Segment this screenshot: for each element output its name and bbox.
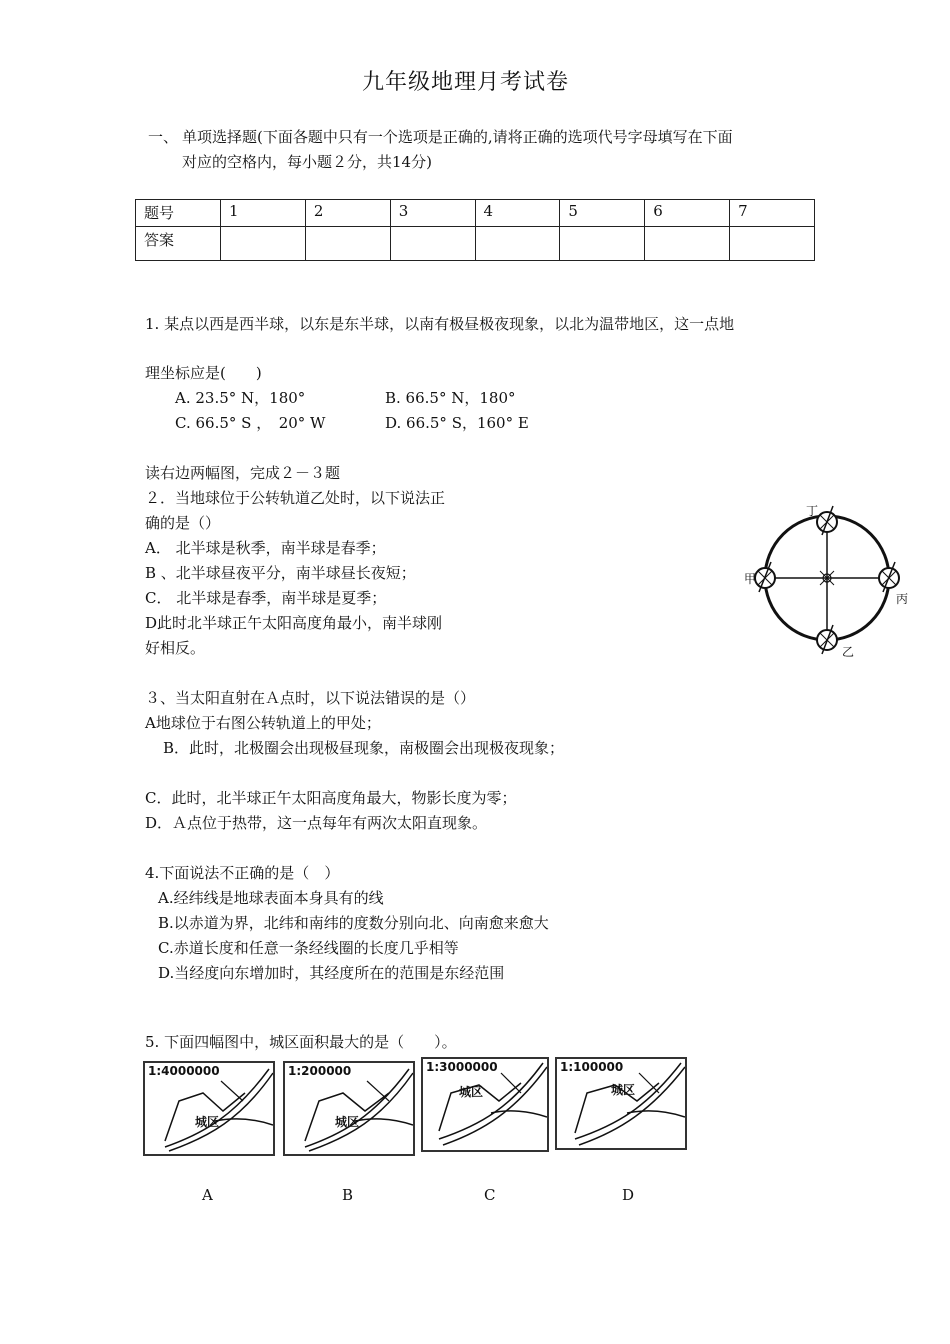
orbit-diagram [742,500,912,665]
answer-cell-5[interactable] [560,227,645,261]
map-c-scale: 1:3000000 [426,1060,498,1074]
earth-icon-ding [817,506,837,535]
orbit-label-yi: 乙 [842,645,855,659]
answer-cell-1[interactable] [221,227,306,261]
page-title: 九年级地理月考试卷 [362,70,570,95]
q2-stem-line2: 确的是（） [145,514,221,532]
map-d-scale: 1:100000 [560,1060,624,1074]
q1-option-c: C. 66.5° S ， 20° W [175,414,326,432]
q3-option-b: B．此时，北极圈会出现极昼现象，南极圈会出现极夜现象； [163,739,565,757]
q5-stem: 5. 下面四幅图中，城区面积最大的是（ ）。 [145,1033,457,1051]
q1-option-b: B. 66.5° N，180° [385,389,516,407]
map-c-label: C [484,1186,496,1204]
table-cell: 1 [221,200,306,227]
q2-option-d-line2: 好相反。 [145,639,206,657]
table-cell: 5 [560,200,645,227]
earth-icon-yi [817,625,837,654]
q3-option-d: D．Ａ点位于热带，这一点每年有两次太阳直现象。 [145,814,488,832]
read-prompt: 读右边两幅图，完成２－３题 [145,464,341,482]
q1-option-d: D. 66.5° S，160° E [385,414,529,432]
q3-stem: ３、当太阳直射在Ａ点时，以下说法错误的是（） [145,689,476,707]
q4-option-c: C.赤道长度和任意一条经线圈的长度几乎相等 [158,939,459,957]
q2-option-d-line1: D此时北半球正午太阳高度角最小，南半球刚 [145,614,443,632]
map-c [421,1057,549,1152]
table-cell: 答案 [136,227,221,261]
answer-cell-7[interactable] [730,227,815,261]
answer-cell-4[interactable] [475,227,560,261]
table-cell: 6 [645,200,730,227]
q3-option-c: C．此时，北半球正午太阳高度角最大，物影长度为零； [145,789,517,807]
q4-option-a: A.经纬线是地球表面本身具有的线 [158,889,384,907]
orbit-label-jia: 甲 [744,572,757,586]
orbit-label-ding: 丁 [806,504,819,518]
orbit-label-bing: 丙 [896,592,909,606]
table-cell: 2 [305,200,390,227]
answer-cell-3[interactable] [390,227,475,261]
map-b [283,1061,415,1156]
answer-cell-6[interactable] [645,227,730,261]
q1-stem-line2: 理坐标应是( ) [145,364,262,382]
table-cell: 4 [475,200,560,227]
orbit-svg [742,500,912,665]
q2-option-a: A． 北半球是秋季，南半球是春季； [145,539,386,557]
q4-option-b: B.以赤道为界，北纬和南纬的度数分别向北、向南愈来愈大 [158,914,549,932]
table-row [136,200,815,227]
section-instructions-line1: 单项选择题(下面各题中只有一个选项是正确的,请将正确的选项代号字母填写在下面 [182,128,733,146]
map-b-city: 城区 [335,1115,360,1129]
map-b-label: B [342,1186,354,1204]
table-cell: 3 [390,200,475,227]
q2-option-b: B 、北半球昼夜平分，南半球昼长夜短； [145,564,416,582]
q3-option-a: A地球位于右图公转轨道上的甲处； [145,714,381,732]
table-row [136,227,815,261]
answer-table [135,199,815,261]
map-a [143,1061,275,1156]
map-a-label: A [202,1186,213,1204]
section-number: 一、 [148,128,179,146]
q2-stem-line1: ２．当地球位于公转轨道乙处时，以下说法正 [145,489,446,507]
map-d-city: 城区 [611,1083,636,1097]
map-a-scale: 1:4000000 [148,1064,220,1078]
map-d [555,1057,687,1150]
q4-option-d: D.当经度向东增加时，其经度所在的范围是东经范围 [158,964,505,982]
table-cell: 7 [730,200,815,227]
map-c-city: 城区 [459,1085,484,1099]
table-cell: 题号 [136,200,221,227]
q1-option-a: A. 23.5° N，180° [175,389,306,407]
map-a-city: 城区 [195,1115,220,1129]
q2-option-c: C． 北半球是春季，南半球是夏季； [145,589,387,607]
section-instructions-line2: 对应的空格内，每小题２分，共14分) [182,153,432,171]
q1-stem-line1: 1. 某点以西是西半球，以东是东半球，以南有极昼极夜现象，以北为温带地区，这一点地 [145,315,735,333]
map-d-label: D [622,1186,635,1204]
answer-cell-2[interactable] [305,227,390,261]
map-b-scale: 1:200000 [288,1064,352,1078]
q4-stem: 4.下面说法不正确的是（ ） [145,864,340,882]
